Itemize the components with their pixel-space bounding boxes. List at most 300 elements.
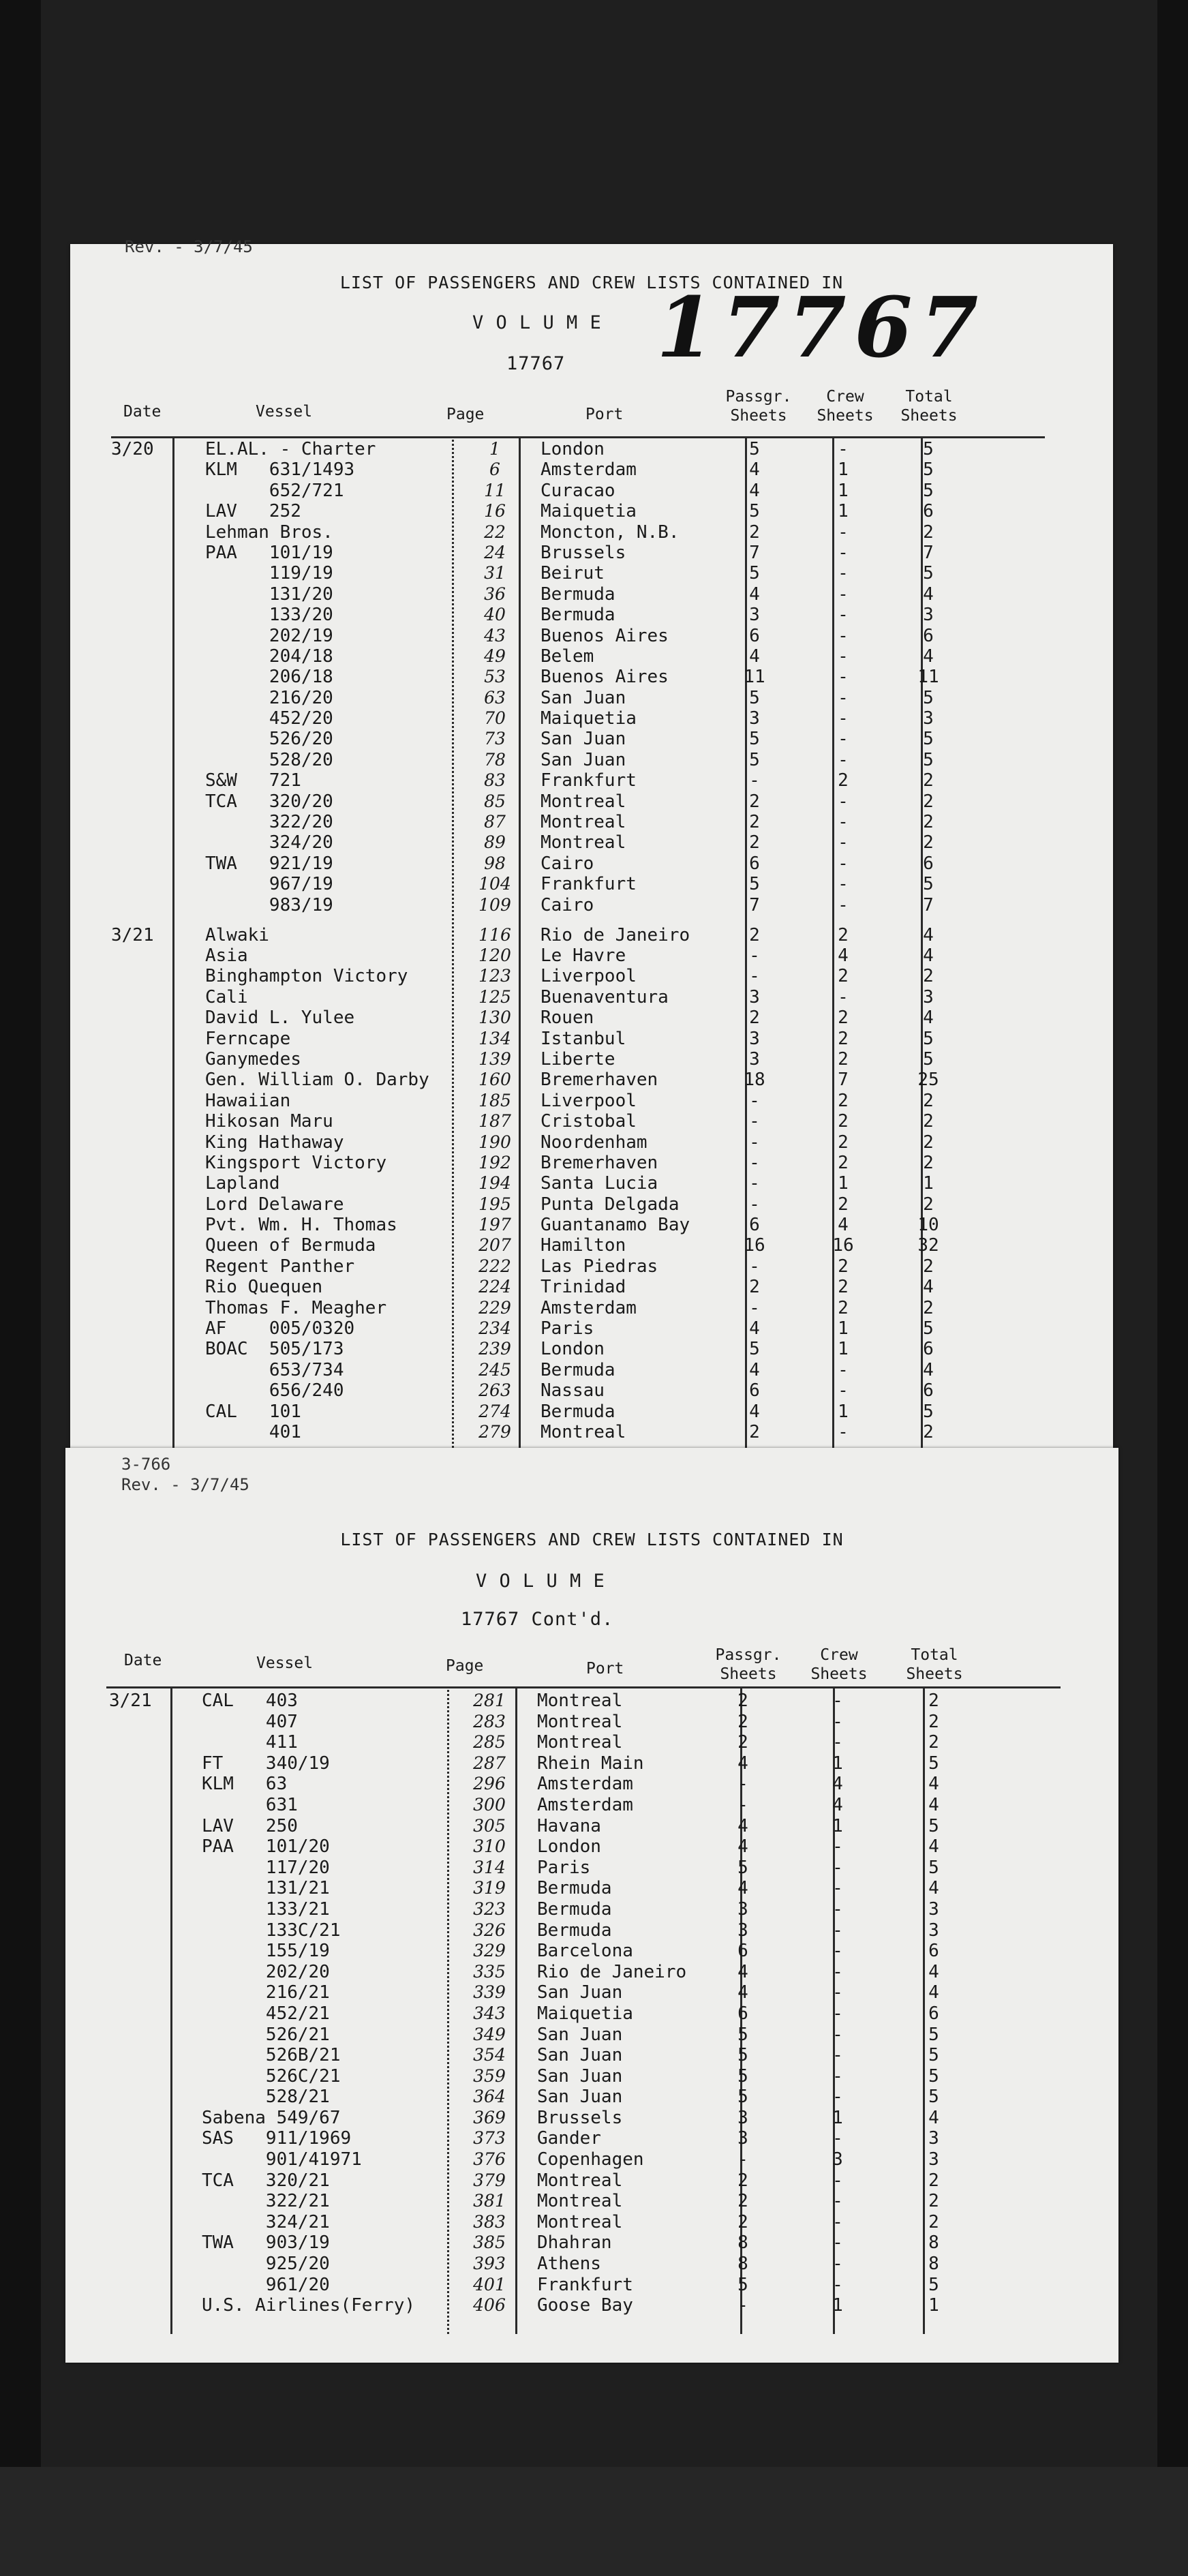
row-page-number: 73 bbox=[484, 729, 506, 749]
row-page-number: 279 bbox=[478, 1421, 511, 1442]
row-passenger-sheets: 3 bbox=[737, 1920, 748, 1941]
table-row bbox=[70, 1132, 1113, 1153]
row-port: Montreal bbox=[537, 2211, 623, 2232]
row-vessel: 526/20 bbox=[205, 729, 333, 750]
row-page-number: 36 bbox=[484, 584, 506, 604]
row-vessel: Lapland bbox=[205, 1173, 280, 1194]
volume-number: 17767 Cont'd. bbox=[461, 1609, 614, 1630]
sheet-heading: LIST OF PASSENGERS AND CREW LISTS CONTAINED IN bbox=[340, 1530, 844, 1549]
row-passenger-sheets: - bbox=[737, 2295, 748, 2316]
row-vessel: Hikosan Maru bbox=[205, 1111, 333, 1132]
row-page-number: 383 bbox=[473, 2211, 506, 2232]
row-total-sheets: 2 bbox=[928, 2211, 939, 2232]
row-port: San Juan bbox=[537, 2045, 623, 2066]
row-total-sheets: 5 bbox=[923, 1318, 934, 1339]
row-total-sheets: 2 bbox=[923, 832, 934, 853]
table-row bbox=[70, 1360, 1113, 1380]
row-total-sheets: 2 bbox=[923, 812, 934, 833]
row-crew-sheets: - bbox=[838, 986, 849, 1007]
table-row bbox=[65, 2045, 1118, 2066]
table-row bbox=[65, 1712, 1118, 1733]
row-total-sheets: 8 bbox=[928, 2232, 939, 2254]
row-passenger-sheets: 6 bbox=[749, 625, 760, 646]
col-total: Total Sheets bbox=[906, 1646, 963, 1683]
row-page-number: 109 bbox=[478, 894, 511, 915]
table-row bbox=[70, 1091, 1113, 1111]
row-vessel: SAS 911/1969 bbox=[202, 2128, 352, 2149]
volume-label: V O L U M E bbox=[476, 1571, 605, 1592]
row-crew-sheets: - bbox=[832, 2087, 843, 2108]
row-port: Montreal bbox=[537, 1691, 623, 1711]
row-total-sheets: 5 bbox=[923, 687, 934, 708]
row-vessel: LAV 250 bbox=[202, 1815, 298, 1836]
row-crew-sheets: 2 bbox=[838, 1132, 849, 1153]
table-row bbox=[70, 439, 1113, 459]
row-crew-sheets: - bbox=[838, 646, 849, 667]
row-vessel: 133C/21 bbox=[202, 1920, 341, 1941]
row-port: San Juan bbox=[537, 1982, 623, 2003]
row-passenger-sheets: - bbox=[749, 770, 760, 791]
row-passenger-sheets: 7 bbox=[749, 894, 760, 915]
table-row bbox=[70, 481, 1113, 501]
row-port: Rouen bbox=[540, 1007, 594, 1029]
table-row bbox=[70, 1298, 1113, 1318]
table-row bbox=[65, 2232, 1118, 2254]
row-passenger-sheets: 3 bbox=[737, 1898, 748, 1920]
row-crew-sheets: - bbox=[832, 2170, 843, 2191]
row-total-sheets: 1 bbox=[928, 2295, 939, 2316]
row-vessel: Regent Panther bbox=[205, 1256, 355, 1277]
table-row bbox=[70, 543, 1113, 563]
col-date: Date bbox=[123, 403, 162, 421]
row-port: London bbox=[537, 1836, 601, 1858]
row-vessel: Lehman Bros. bbox=[205, 521, 333, 543]
row-crew-sheets: 2 bbox=[838, 1028, 849, 1049]
row-total-sheets: 5 bbox=[923, 749, 934, 770]
row-page-number: 329 bbox=[473, 1941, 506, 1961]
table-row bbox=[65, 2003, 1118, 2025]
row-vessel: 526B/21 bbox=[202, 2045, 341, 2066]
row-crew-sheets: 7 bbox=[838, 1070, 849, 1091]
passenger-list-sheet-1 bbox=[70, 237, 1113, 1476]
table-row bbox=[65, 2087, 1118, 2108]
row-page-number: 310 bbox=[473, 1836, 506, 1857]
row-port: London bbox=[540, 439, 605, 459]
col-crew: Crew Sheets bbox=[817, 388, 874, 425]
table-row bbox=[70, 688, 1113, 708]
row-total-sheets: 5 bbox=[928, 1753, 939, 1774]
row-passenger-sheets: 4 bbox=[749, 1318, 760, 1339]
row-vessel: 983/19 bbox=[205, 894, 333, 915]
row-page-number: 31 bbox=[484, 563, 506, 584]
row-total-sheets: 1 bbox=[923, 1173, 934, 1194]
row-passenger-sheets: 2 bbox=[749, 924, 760, 945]
row-passenger-sheets: 4 bbox=[737, 1753, 748, 1774]
row-total-sheets: 5 bbox=[923, 480, 934, 501]
row-page-number: 401 bbox=[473, 2274, 506, 2294]
row-total-sheets: 5 bbox=[923, 563, 934, 584]
row-crew-sheets: - bbox=[838, 1380, 849, 1401]
row-port: Buenos Aires bbox=[540, 667, 669, 688]
row-page-number: 125 bbox=[478, 986, 511, 1007]
row-vessel: 452/20 bbox=[205, 708, 333, 729]
row-vessel: Sabena 549/67 bbox=[202, 2107, 341, 2128]
row-total-sheets: 5 bbox=[928, 2045, 939, 2066]
row-vessel: 202/20 bbox=[202, 1961, 330, 1982]
row-port: Montreal bbox=[537, 1711, 623, 1732]
row-port: Cairo bbox=[540, 894, 594, 915]
row-total-sheets: 2 bbox=[923, 791, 934, 812]
row-crew-sheets: - bbox=[832, 1898, 843, 1920]
row-crew-sheets: 2 bbox=[838, 924, 849, 945]
row-page-number: 194 bbox=[478, 1173, 511, 1194]
row-total-sheets: 5 bbox=[923, 459, 934, 481]
row-vessel: U.S. Airlines(Ferry) bbox=[202, 2295, 416, 2316]
row-passenger-sheets: 3 bbox=[749, 986, 760, 1007]
row-vessel: 216/21 bbox=[202, 1982, 330, 2003]
row-total-sheets: 5 bbox=[923, 439, 934, 459]
row-passenger-sheets: 5 bbox=[749, 729, 760, 750]
row-crew-sheets: 16 bbox=[832, 1235, 854, 1256]
row-vessel: 206/18 bbox=[205, 667, 333, 688]
row-total-sheets: 5 bbox=[923, 874, 934, 895]
row-page-number: 339 bbox=[473, 1982, 506, 2003]
row-crew-sheets: - bbox=[838, 584, 849, 605]
row-page-number: 296 bbox=[473, 1774, 506, 1794]
row-vessel: S&W 721 bbox=[205, 770, 301, 791]
row-passenger-sheets: 3 bbox=[749, 1048, 760, 1070]
row-passenger-sheets: 5 bbox=[737, 2065, 748, 2087]
row-vessel: 526C/21 bbox=[202, 2065, 341, 2087]
col-passengers: Passgr. Sheets bbox=[715, 1646, 782, 1683]
row-page-number: 53 bbox=[484, 667, 506, 687]
row-crew-sheets: - bbox=[838, 874, 849, 895]
row-page-number: 376 bbox=[473, 2149, 506, 2170]
row-total-sheets: 2 bbox=[928, 1732, 939, 1753]
row-passenger-sheets: - bbox=[737, 2149, 748, 2170]
row-vessel: 155/19 bbox=[202, 1941, 330, 1962]
row-vessel: Binghampton Victory bbox=[205, 966, 408, 987]
row-port: San Juan bbox=[540, 687, 626, 708]
row-crew-sheets: - bbox=[832, 1711, 843, 1732]
table-row bbox=[70, 1380, 1113, 1401]
col-crew: Crew Sheets bbox=[810, 1646, 868, 1683]
row-port: Montreal bbox=[540, 791, 626, 812]
col-total: Total Sheets bbox=[900, 388, 958, 425]
row-port: Istanbul bbox=[540, 1028, 626, 1049]
row-crew-sheets: 2 bbox=[838, 1256, 849, 1277]
table-row bbox=[65, 1816, 1118, 1837]
row-passenger-sheets: 4 bbox=[737, 1982, 748, 2003]
handwritten-volume-number: 17767 bbox=[656, 278, 987, 376]
row-total-sheets: 2 bbox=[923, 966, 934, 987]
row-vessel: Alwaki bbox=[205, 924, 269, 945]
row-port: San Juan bbox=[537, 2087, 623, 2108]
row-crew-sheets: 1 bbox=[838, 480, 849, 501]
row-port: Punta Delgada bbox=[540, 1194, 680, 1215]
row-page-number: 369 bbox=[473, 2107, 506, 2127]
row-total-sheets: 4 bbox=[928, 1774, 939, 1795]
table-row bbox=[70, 1401, 1113, 1422]
row-total-sheets: 11 bbox=[917, 667, 939, 688]
row-total-sheets: 4 bbox=[928, 1794, 939, 1815]
row-page-number: 281 bbox=[473, 1691, 506, 1710]
row-page-number: 130 bbox=[478, 1007, 511, 1028]
row-vessel: PAA 101/19 bbox=[205, 542, 333, 563]
row-port: Le Havre bbox=[540, 945, 626, 966]
row-passenger-sheets: 5 bbox=[737, 2045, 748, 2066]
row-page-number: 85 bbox=[484, 791, 506, 811]
table-row bbox=[65, 2108, 1118, 2129]
row-passenger-sheets: 6 bbox=[749, 1215, 760, 1236]
table-row bbox=[70, 1318, 1113, 1339]
col-vessel: Vessel bbox=[256, 403, 313, 421]
row-page-number: 190 bbox=[478, 1132, 511, 1152]
row-page-number: 224 bbox=[478, 1277, 511, 1297]
row-total-sheets: 2 bbox=[923, 1297, 934, 1318]
row-crew-sheets: - bbox=[838, 605, 849, 626]
table-row bbox=[70, 605, 1113, 625]
film-edge-right bbox=[1157, 0, 1188, 2576]
row-passenger-sheets: 5 bbox=[749, 1339, 760, 1360]
row-crew-sheets: 1 bbox=[838, 1173, 849, 1194]
row-crew-sheets: 4 bbox=[832, 1774, 843, 1795]
row-crew-sheets: - bbox=[838, 853, 849, 874]
row-vessel: BOAC 505/173 bbox=[205, 1339, 344, 1360]
row-total-sheets: 5 bbox=[928, 1857, 939, 1878]
table-row bbox=[65, 2191, 1118, 2212]
table-row bbox=[70, 791, 1113, 812]
row-page-number: 6 bbox=[489, 459, 500, 480]
row-vessel: KLM 631/1493 bbox=[205, 459, 355, 481]
row-crew-sheets: 2 bbox=[838, 966, 849, 987]
row-page-number: 314 bbox=[473, 1857, 506, 1877]
table-row bbox=[65, 1753, 1118, 1774]
row-total-sheets: 5 bbox=[928, 2274, 939, 2295]
row-vessel: 322/20 bbox=[205, 812, 333, 833]
row-passenger-sheets: 5 bbox=[749, 749, 760, 770]
row-crew-sheets: - bbox=[832, 1982, 843, 2003]
row-vessel: 961/20 bbox=[202, 2274, 330, 2295]
row-passenger-sheets: 3 bbox=[749, 1028, 760, 1049]
row-crew-sheets: 1 bbox=[838, 459, 849, 481]
row-vessel: 133/20 bbox=[205, 605, 333, 626]
row-total-sheets: 5 bbox=[923, 1028, 934, 1049]
table-row bbox=[70, 1422, 1113, 1442]
archive-note: 3-766 bbox=[121, 1455, 171, 1474]
row-port: Frankfurt bbox=[540, 874, 637, 895]
row-page-number: 300 bbox=[473, 1794, 506, 1815]
row-page-number: 222 bbox=[478, 1256, 511, 1276]
row-passenger-sheets: 4 bbox=[737, 1836, 748, 1858]
row-passenger-sheets: 7 bbox=[749, 542, 760, 563]
table-row bbox=[65, 1732, 1118, 1753]
entry-rows bbox=[70, 439, 1113, 1442]
row-port: Trinidad bbox=[540, 1277, 626, 1298]
row-port: Cairo bbox=[540, 853, 594, 874]
table-row bbox=[70, 1256, 1113, 1277]
row-crew-sheets: - bbox=[832, 1961, 843, 1982]
row-page-number: 373 bbox=[473, 2128, 506, 2149]
row-passenger-sheets: - bbox=[749, 1256, 760, 1277]
row-total-sheets: 6 bbox=[928, 1941, 939, 1962]
row-page-number: 134 bbox=[478, 1028, 511, 1048]
row-crew-sheets: 2 bbox=[838, 1048, 849, 1070]
row-page-number: 83 bbox=[484, 770, 506, 791]
row-passenger-sheets: 4 bbox=[749, 1401, 760, 1422]
row-port: Barcelona bbox=[537, 1941, 633, 1962]
row-vessel: TCA 320/20 bbox=[205, 791, 333, 812]
row-page-number: 24 bbox=[484, 542, 506, 562]
row-vessel: King Hathaway bbox=[205, 1132, 344, 1153]
row-page-number: 359 bbox=[473, 2065, 506, 2086]
revision-note: Rev. - 3/7/45 bbox=[121, 1475, 249, 1494]
row-crew-sheets: - bbox=[832, 2128, 843, 2149]
row-total-sheets: 3 bbox=[928, 2128, 939, 2149]
row-port: Cristobal bbox=[540, 1111, 637, 1132]
row-port: Montreal bbox=[540, 832, 626, 853]
row-vessel: TCA 320/21 bbox=[202, 2170, 330, 2191]
row-crew-sheets: 2 bbox=[838, 1194, 849, 1215]
table-row bbox=[70, 832, 1113, 853]
row-port: San Juan bbox=[540, 749, 626, 770]
col-passengers: Passgr. Sheets bbox=[725, 388, 792, 425]
row-page-number: 195 bbox=[478, 1194, 511, 1214]
row-total-sheets: 6 bbox=[923, 501, 934, 522]
row-vessel: Hawaiian bbox=[205, 1090, 291, 1111]
row-port: Guantanamo Bay bbox=[540, 1215, 690, 1236]
col-port: Port bbox=[586, 1660, 624, 1678]
row-passenger-sheets: 2 bbox=[749, 521, 760, 543]
row-crew-sheets: - bbox=[838, 708, 849, 729]
row-page-number: 274 bbox=[478, 1401, 511, 1421]
row-total-sheets: 5 bbox=[923, 1048, 934, 1070]
table-row bbox=[65, 1795, 1118, 1816]
table-row bbox=[65, 1691, 1118, 1712]
row-vessel: 202/19 bbox=[205, 625, 333, 646]
row-total-sheets: 5 bbox=[928, 2065, 939, 2087]
header-rule bbox=[106, 1686, 1061, 1688]
row-page-number: 16 bbox=[484, 501, 506, 521]
row-page-number: 323 bbox=[473, 1898, 506, 1919]
table-row bbox=[70, 1029, 1113, 1049]
row-passenger-sheets: 6 bbox=[737, 2003, 748, 2024]
row-crew-sheets: - bbox=[832, 1691, 843, 1711]
table-row bbox=[65, 1941, 1118, 1962]
row-port: Buenaventura bbox=[540, 986, 669, 1007]
row-port: Beirut bbox=[540, 563, 605, 584]
row-crew-sheets: 2 bbox=[838, 1090, 849, 1111]
table-row bbox=[70, 1339, 1113, 1359]
row-port: Bermuda bbox=[537, 1878, 612, 1899]
table-row bbox=[70, 1007, 1113, 1028]
row-total-sheets: 3 bbox=[923, 986, 934, 1007]
table-row bbox=[70, 667, 1113, 687]
row-total-sheets: 4 bbox=[928, 1961, 939, 1982]
table-row bbox=[70, 1111, 1113, 1132]
row-vessel: EL.AL. - Charter bbox=[205, 439, 376, 459]
row-crew-sheets: - bbox=[832, 2211, 843, 2232]
table-row bbox=[70, 812, 1113, 832]
row-crew-sheets: 1 bbox=[832, 2295, 843, 2316]
row-port: Curacao bbox=[540, 480, 615, 501]
row-vessel: Thomas F. Meagher bbox=[205, 1297, 387, 1318]
row-port: Paris bbox=[540, 1318, 594, 1339]
row-page-number: 185 bbox=[478, 1090, 511, 1110]
row-passenger-sheets: 3 bbox=[737, 2128, 748, 2149]
row-passenger-sheets: 4 bbox=[749, 480, 760, 501]
row-port: Belem bbox=[540, 646, 594, 667]
row-page-number: 43 bbox=[484, 625, 506, 646]
row-total-sheets: 2 bbox=[923, 1111, 934, 1132]
row-page-number: 245 bbox=[478, 1359, 511, 1380]
row-port: Montreal bbox=[540, 812, 626, 833]
row-total-sheets: 2 bbox=[928, 1691, 939, 1711]
row-crew-sheets: - bbox=[832, 2065, 843, 2087]
row-port: Maiquetia bbox=[540, 501, 637, 522]
row-crew-sheets: - bbox=[832, 2274, 843, 2295]
row-port: Buenos Aires bbox=[540, 625, 669, 646]
table-row bbox=[65, 1962, 1118, 1983]
row-page-number: 22 bbox=[484, 521, 506, 542]
row-total-sheets: 4 bbox=[923, 945, 934, 966]
row-total-sheets: 6 bbox=[928, 2003, 939, 2024]
row-port: Rio de Janeiro bbox=[537, 1961, 687, 1982]
row-crew-sheets: - bbox=[832, 2003, 843, 2024]
col-date: Date bbox=[124, 1652, 162, 1669]
row-page-number: 197 bbox=[478, 1215, 511, 1235]
table-row bbox=[65, 2025, 1118, 2046]
row-vessel: LAV 252 bbox=[205, 501, 301, 522]
row-vessel: FT 340/19 bbox=[202, 1753, 330, 1774]
row-vessel: 216/20 bbox=[205, 687, 333, 708]
row-crew-sheets: 2 bbox=[838, 770, 849, 791]
row-crew-sheets: - bbox=[832, 1920, 843, 1941]
entry-rows bbox=[65, 1691, 1118, 2316]
row-passenger-sheets: 3 bbox=[749, 605, 760, 626]
row-port: Maiquetia bbox=[540, 708, 637, 729]
row-passenger-sheets: 4 bbox=[749, 459, 760, 481]
table-row bbox=[70, 708, 1113, 729]
row-crew-sheets: - bbox=[838, 625, 849, 646]
table-row bbox=[70, 945, 1113, 966]
row-vessel: David L. Yulee bbox=[205, 1007, 355, 1029]
table-row bbox=[70, 563, 1113, 584]
row-passenger-sheets: 11 bbox=[744, 667, 765, 688]
row-page-number: 187 bbox=[478, 1111, 511, 1132]
table-row bbox=[70, 1153, 1113, 1173]
row-page-number: 1 bbox=[489, 439, 500, 459]
table-row bbox=[70, 966, 1113, 986]
row-port: Liverpool bbox=[540, 966, 637, 987]
table-row bbox=[65, 1858, 1118, 1879]
row-vessel: Cali bbox=[205, 986, 248, 1007]
row-crew-sheets: - bbox=[838, 894, 849, 915]
row-page-number: 234 bbox=[478, 1318, 511, 1339]
row-passenger-sheets: - bbox=[749, 1297, 760, 1318]
row-vessel: 324/21 bbox=[202, 2211, 330, 2232]
sheet-heading: LIST OF PASSENGERS AND CREW LISTS CONTAINED IN bbox=[339, 273, 844, 292]
row-crew-sheets: 1 bbox=[832, 1815, 843, 1836]
row-vessel: 528/20 bbox=[205, 749, 333, 770]
row-port: Brussels bbox=[537, 2107, 623, 2128]
row-crew-sheets: - bbox=[832, 2191, 843, 2212]
row-passenger-sheets: 2 bbox=[737, 1691, 748, 1711]
row-crew-sheets: - bbox=[838, 667, 849, 688]
row-page-number: 87 bbox=[484, 812, 506, 832]
row-vessel: Pvt. Wm. H. Thomas bbox=[205, 1215, 397, 1236]
volume-label: V O L U M E bbox=[472, 312, 602, 333]
